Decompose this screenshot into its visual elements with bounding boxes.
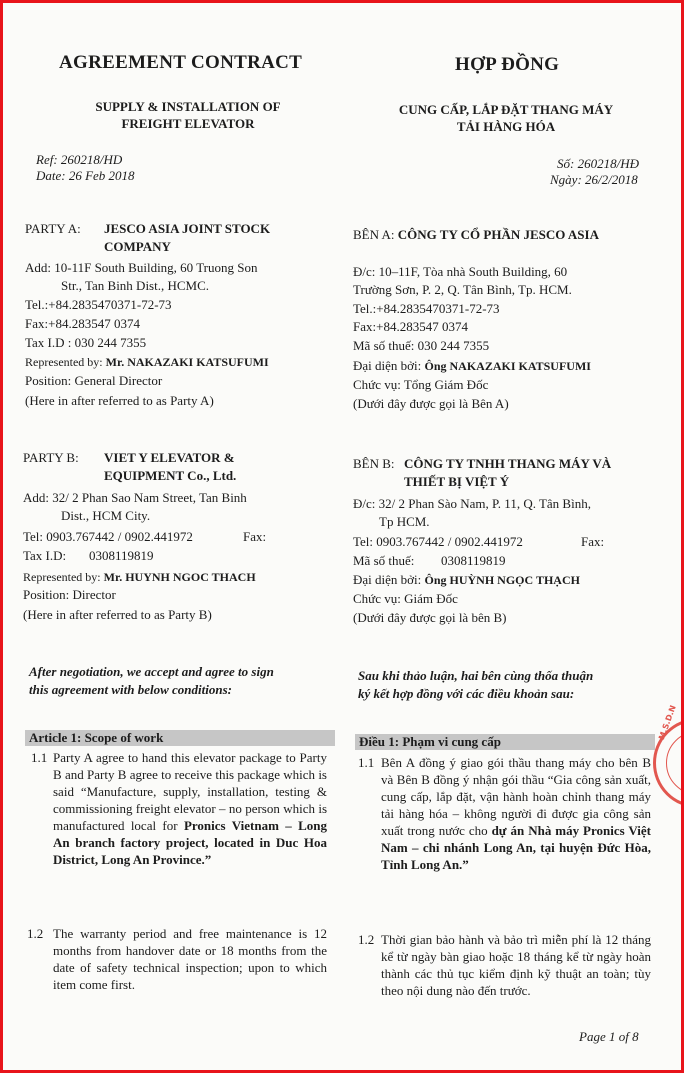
- contract-subtitle-en: [63, 98, 313, 132]
- intro-en-1: After negotiation, we accept and agree to sign: [29, 664, 274, 679]
- party-b-tel-en: Tel: 0903.767442 / 0902.441972: [23, 529, 193, 544]
- party-b-rep-en: [23, 568, 256, 586]
- party-label: BÊN A:: [353, 227, 395, 242]
- party-b-address-vn-1: Đ/c: 32/ 2 Phan Sào Nam, P. 11, Q. Tân Bình,: [353, 496, 591, 511]
- party-a-tax-vn: Mã số thuế: 030 244 7355: [353, 338, 490, 353]
- party-b-tel-vn: Tel: 0903.767442 / 0902.441972: [353, 534, 523, 549]
- party-a-tax-en: Tax I.D : 030 244 7355: [25, 335, 147, 350]
- intro-vn-2: ký kết hợp đồng với các điều khoản sau:: [358, 686, 575, 701]
- party-b-fax-vn: Fax:: [581, 534, 605, 549]
- item-1-1-text-vn: [381, 754, 651, 873]
- item-1-1-text-vn-b: dự án Nhà máy Pronics Việt Nam – chi nhánh Long An, tại huyện Đức Hòa, Tỉnh Long An.”: [381, 823, 651, 872]
- party-a-tel-vn: Tel.:+84.2835470371-72-73: [353, 301, 500, 316]
- rep-name: Mr. NAKAZAKI KATSUFUMI: [105, 355, 269, 369]
- rep-label: Đại diện bởi:: [353, 358, 422, 373]
- party-b-name-en-2: EQUIPMENT Co., Ltd.: [104, 468, 237, 483]
- party-b-name-en-1: VIET Y ELEVATOR &: [104, 450, 235, 465]
- subtitle-en-line-1: SUPPLY & INSTALLATION OF: [95, 99, 281, 114]
- party-b-address-en-1: Add: 32/ 2 Phan Sao Nam Street, Tan Binh: [23, 490, 247, 505]
- party-a-name-en-2: COMPANY: [104, 239, 171, 254]
- item-1-1-number-en: 1.1: [31, 750, 48, 765]
- item-1-2-number-en: 1.2: [27, 926, 44, 941]
- rep-label: Represented by:: [23, 570, 101, 584]
- rep-label: Đại diện bởi:: [353, 572, 422, 587]
- item-1-1-text-vn-a: Bên A đồng ý giao gói thầu thang máy cho bên B và Bên B đồng ý nhận gói thầu “Gia công sản xuất, cung cấp, lắp đặt, vận hành hoàn chỉnh thang máy tải hàng hóa – không người đi được gia công sản xuất trong nước cho: [381, 755, 651, 838]
- party-a-name-en-1: JESCO ASIA JOINT STOCK: [104, 221, 271, 236]
- party-a-fax-en: Fax:+84.283547 0374: [25, 316, 140, 331]
- intro-en-2: this agreement with below conditions:: [29, 682, 232, 697]
- party-a-position-vn: Chức vụ: Tổng Giám Đốc: [353, 377, 489, 392]
- item-1-1-text-en-a: Party A agree to hand this elevator package to Party B and Party B agree to receive this package which is said “Manufacture, supply, installation, testing & commissioning freight elevator – no person which is manufactured local for: [53, 750, 327, 833]
- party-b-fax-en: Fax:: [243, 529, 267, 544]
- party-a-address-vn-1: Đ/c: 10–11F, Tòa nhà South Building, 60: [353, 264, 568, 279]
- rep-name: Ông HUỲNH NGỌC THẠCH: [424, 573, 580, 587]
- date-vn: Ngày: 26/2/2018: [550, 172, 638, 187]
- party-a-rep-en: [25, 353, 269, 371]
- party-b-rep-vn: [353, 571, 580, 589]
- party-b-tax-value-vn: 0308119819: [441, 553, 506, 568]
- article-1-header-vn: Điều 1: Phạm vi cung cấp: [355, 734, 655, 750]
- party-a-referred-en: (Here in after referred to as Party A): [25, 393, 214, 408]
- contract-title-vn: HỢP ĐỒNG: [455, 54, 560, 75]
- party-b-tax-label-en: Tax I.D:: [23, 548, 67, 563]
- party-a-tel-en: Tel.:+84.2835470371-72-73: [25, 297, 172, 312]
- contract-title-en: AGREEMENT CONTRACT: [59, 52, 303, 73]
- party-b-referred-en: (Here in after referred to as Party B): [23, 607, 212, 622]
- party-b-position-vn: Chức vụ: Giám Đốc: [353, 591, 458, 606]
- party-name: CÔNG TY CỔ PHẦN JESCO ASIA: [397, 227, 599, 242]
- party-a-referred-vn: (Dưới đây được gọi là Bên A): [353, 396, 509, 411]
- subtitle-vn-line-2: TẢI HÀNG HÓA: [456, 119, 556, 134]
- party-b-label-vn: BÊN B:: [353, 456, 395, 471]
- party-a-position-en: Position: General Director: [25, 373, 163, 388]
- item-1-2-number-vn: 1.2: [358, 932, 375, 947]
- page-number: Page 1 of 8: [579, 1029, 639, 1044]
- item-1-2-text-en: The warranty period and free maintenance is 12 months from handover date or 18 months from the date of safety technical inspection; upon to which item come first.: [53, 926, 327, 992]
- contract-subtitle-vn: [371, 101, 641, 135]
- party-b-address-vn-2: Tp HCM.: [379, 514, 430, 529]
- subtitle-vn-line-1: CUNG CẤP, LẮP ĐẶT THANG MÁY: [398, 102, 614, 117]
- party-b-referred-vn: (Dưới đây được gọi là bên B): [353, 610, 507, 625]
- date-en: Date: 26 Feb 2018: [36, 168, 135, 183]
- party-a-address-en-1: Add: 10-11F South Building, 60 Truong Son: [25, 260, 258, 275]
- party-b-tax-value-en: 0308119819: [89, 548, 154, 563]
- intro-vn-1: Sau khi thảo luận, hai bên cùng thốa thuận: [358, 668, 594, 683]
- item-1-1-number-vn: 1.1: [358, 755, 375, 770]
- subtitle-en-line-2: FREIGHT ELEVATOR: [121, 116, 255, 131]
- article-1-header-en: Article 1: Scope of work: [25, 730, 335, 746]
- party-a-address-en-2: Str., Tan Binh Dist., HCMC.: [61, 278, 210, 293]
- party-a-label-vn: [353, 226, 599, 244]
- party-b-name-vn-2: THIẾT BỊ VIỆT Ý: [404, 474, 510, 489]
- party-a-label-en: PARTY A:: [25, 221, 81, 236]
- rep-label: Represented by:: [25, 355, 103, 369]
- item-1-1-text-en: [53, 749, 327, 868]
- party-b-position-en: Position: Director: [23, 587, 116, 602]
- party-b-name-vn-1: CÔNG TY TNHH THANG MÁY VÀ: [404, 456, 612, 471]
- party-b-label-en: PARTY B:: [23, 450, 79, 465]
- ref-number-vn: Số: 260218/HĐ: [557, 156, 639, 171]
- party-b-address-en-2: Dist., HCM City.: [61, 508, 151, 523]
- party-a-rep-vn: [353, 357, 591, 375]
- party-a-address-vn-2: Trường Sơn, P. 2, Q. Tân Bình, Tp. HCM.: [353, 282, 572, 297]
- item-1-2-text-vn: Thời gian bảo hành và bảo trì miễn phí là 12 tháng kể từ ngày bàn giao hoặc 18 tháng kể từ ngày hoàn thành các thủ tục kiểm định kỹ thuật an toàn; tùy theo nội dung nào đến trước.: [381, 932, 651, 998]
- party-a-fax-vn: Fax:+84.283547 0374: [353, 319, 468, 334]
- rep-name: Ông NAKAZAKI KATSUFUMI: [424, 359, 591, 373]
- item-1-1-text-en-b: Pronics Vietnam – Long An branch factory project, located in Duc Hoa District, Long An Province.”: [53, 818, 327, 867]
- stamp-text: M.S.D.N: [657, 703, 678, 742]
- ref-number-en: Ref: 260218/HD: [36, 152, 123, 167]
- rep-name: Mr. HUYNH NGOC THACH: [103, 570, 256, 584]
- party-b-tax-label-vn: Mã số thuế:: [353, 553, 415, 568]
